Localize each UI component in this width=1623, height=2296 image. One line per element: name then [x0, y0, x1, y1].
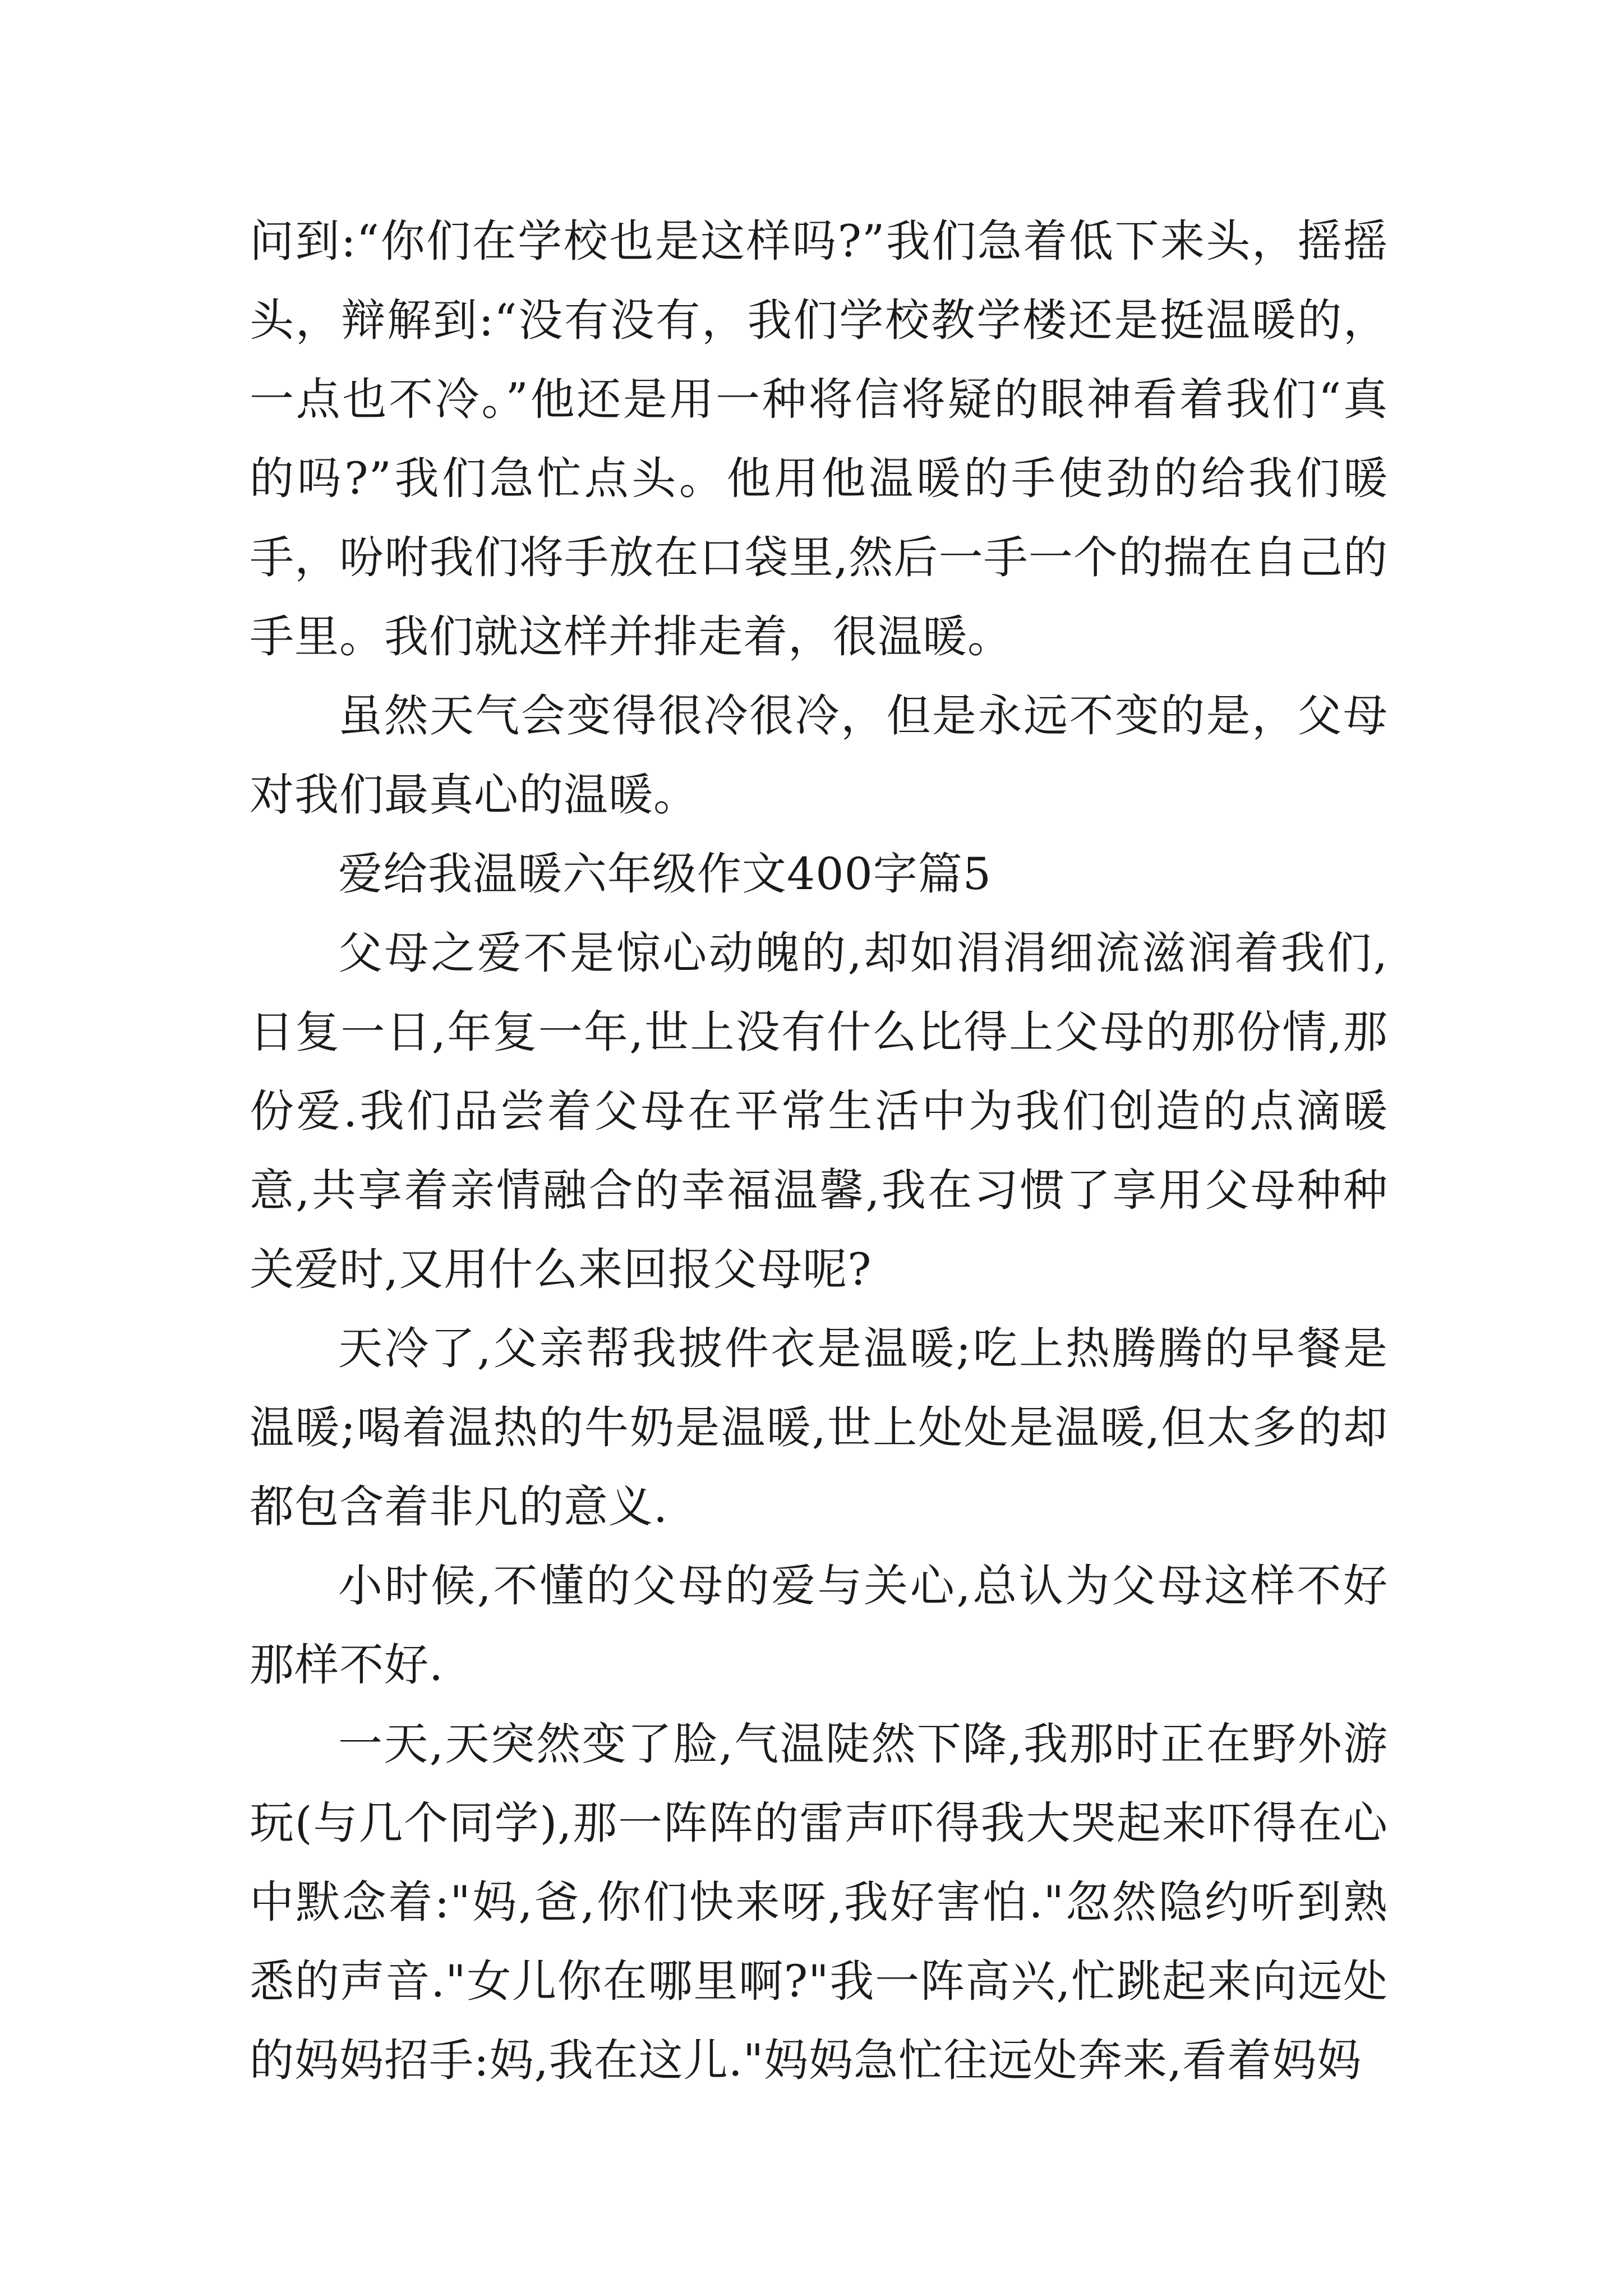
paragraph-6: 一天,天突然变了脸,气温陡然下降,我那时正在野外游玩(与几个同学),那一阵阵的雷声吓得我大哭起来吓得在心中默念着:"妈,爸,你们快来呀,我好害怕."忽然隐约听到熟悉的声音."女儿你在哪里啊?"我一阵高兴,忙跳起来向远处的妈妈招手:妈,我在这儿."妈妈急忙往远处奔来,看着妈妈: [250, 1718, 1388, 2086]
section-heading: 爱给我温暖六年级作文400字篇5: [338, 848, 992, 900]
paragraph-1: 问到:“你们在学校也是这样吗?”我们急着低下来头，摇摇头，辩解到:“没有没有，我们学校教学楼还是挺温暖的，一点也不冷。”他还是用一种将信将疑的眼神看着我们“真的吗?”我们急忙点头。他用他温暖的手使劲的给我们暖手，吩咐我们将手放在口袋里,然后一手一个的揣在自己的手里。我们就这样并排走着，很温暖。: [250, 215, 1388, 662]
paragraph-2: 虽然天气会变得很冷很冷，但是永远不变的是，父母对我们最真心的温暖。: [250, 690, 1388, 821]
paragraph-3: 父母之爱不是惊心动魄的,却如涓涓细流滋润着我们,日复一日,年复一年,世上没有什么比得上父母的那份情,那份爱.我们品尝着父母在平常生活中为我们创造的点滴暖意,共享着亲情融合的幸福温馨,我在习惯了享用父母种种关爱时,又用什么来回报父母呢?: [250, 927, 1388, 1295]
paragraph-5: 小时候,不懂的父母的爱与关心,总认为父母这样不好那样不好.: [250, 1560, 1388, 1691]
paragraph-4: 天冷了,父亲帮我披件衣是温暖;吃上热腾腾的早餐是温暖;喝着温热的牛奶是温暖,世上处处是温暖,但太多的却都包含着非凡的意义.: [250, 1323, 1388, 1533]
document-body: [250, 202, 1388, 2100]
